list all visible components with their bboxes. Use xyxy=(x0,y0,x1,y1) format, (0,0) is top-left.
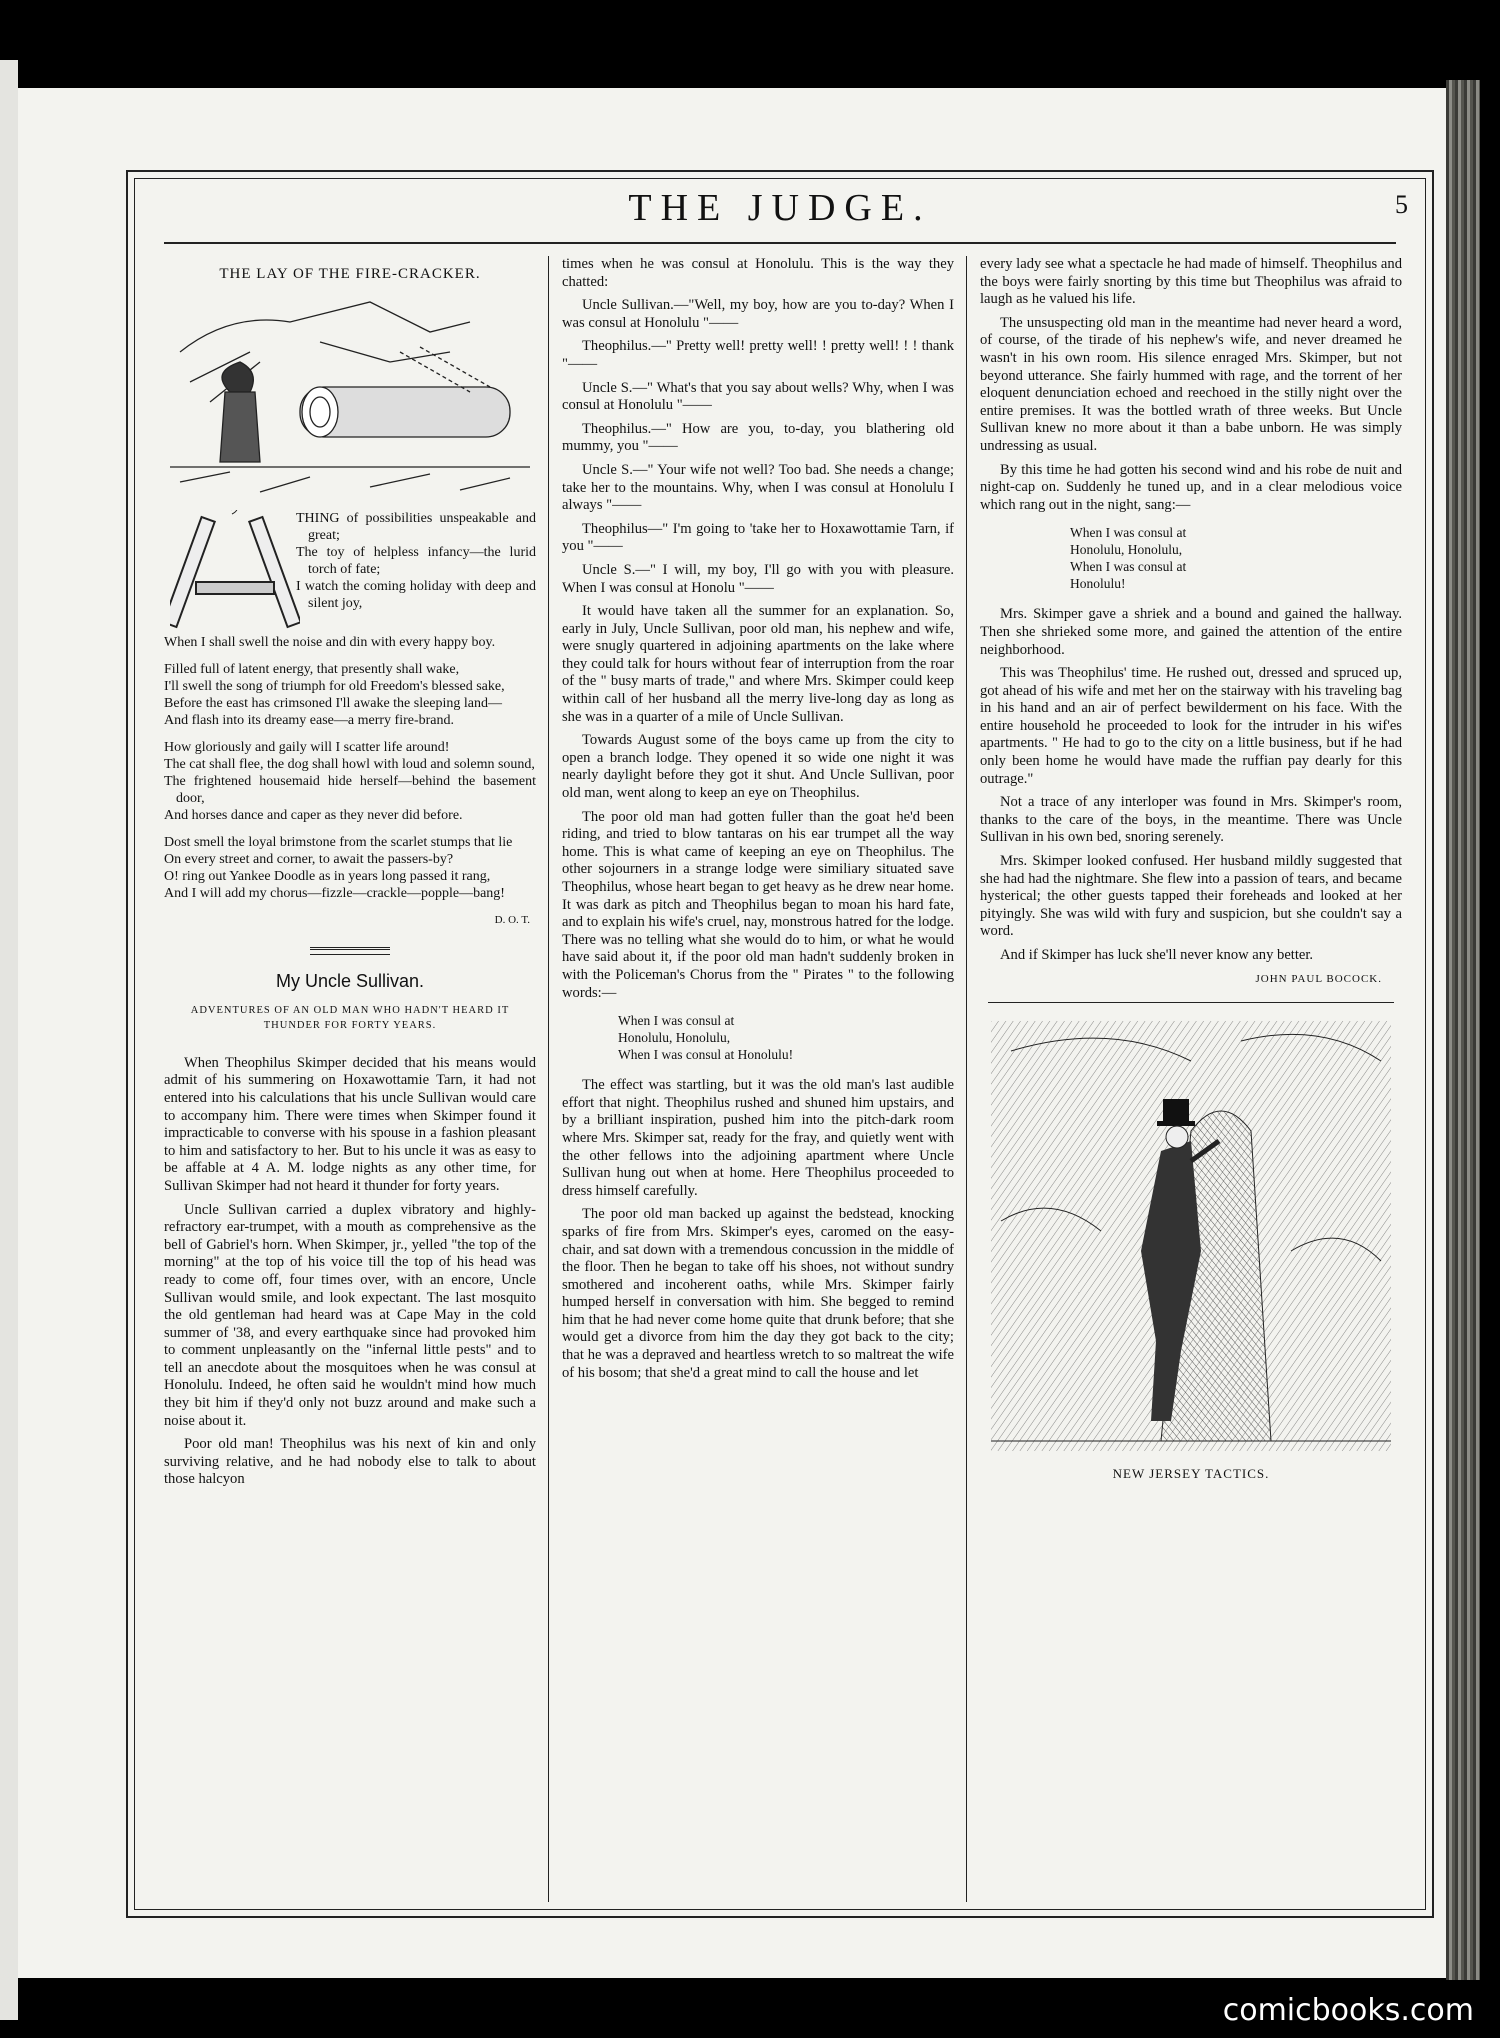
song-line: When I was consul at xyxy=(1070,559,1187,575)
poem-line: On every street and corner, to await the passers-by? xyxy=(164,851,454,867)
column-2 xyxy=(562,256,954,1902)
poem-line: And I will add my chorus—fizzle—crackle—popple—bang! xyxy=(164,885,505,901)
article-paragraph: times when he was consul at Honolulu. This is the way they chatted: xyxy=(562,256,954,290)
poem-line: How gloriously and gaily will I scatter life around! xyxy=(164,739,450,755)
poem-line: And horses dance and caper as they never did before. xyxy=(164,807,463,823)
poem-line: The cat shall flee, the dog shall howl with loud and solemn sound, xyxy=(164,756,535,772)
dialogue-line: Theophilus—" I'm going to 'take her to Hoxawottamie Tarn, if you "—— xyxy=(562,520,954,555)
article-paragraph: Mrs. Skimper looked confused. Her husband mildly suggested that she had had the nightmare. She flew into a passion of tears, and became hysterical; the other guests tapped their foreheads and looked at her pityingly. She was wild with fury and suspicion, but she couldn't say a word. xyxy=(980,853,1402,940)
poem-signature: D. O. T. xyxy=(494,913,530,926)
article-title: My Uncle Sullivan. xyxy=(275,971,425,992)
song-verse xyxy=(980,524,1402,592)
song-line: When I was consul at xyxy=(618,1013,735,1029)
article-byline: JOHN PAUL BOCOCK. xyxy=(1255,972,1382,985)
book-spine xyxy=(1446,80,1480,1980)
song-verse xyxy=(562,1012,954,1063)
article-paragraph: The poor old man had gotten fuller than the goat he'd been riding, and tried to blow tantaras on his ear trumpet all the way home. This is what came of keeping an eye on Theophilus. The other sojourners in a strange lodge were similiary situated save Theophilus, whose heart began to get heavy as he drew near home. It was dark as pitch and Theophilus began to moan his hard fate, and to explain his wife's cruel, nay, monstrous hatred for the lodge. There was no telling what she would do to him, or what he would have said about it, if the poor old man hadn't suddenly broken in with the Policeman's Chorus from the " Pirates " to the following words:— xyxy=(562,808,954,1001)
dialogue-line: Uncle S.—" Your wife not well? Too bad. She needs a change; take her to the mountains. Why, when I was consul at Honolulu I always "—— xyxy=(562,461,954,514)
page-number: 5 xyxy=(1395,190,1408,219)
poem-line: When I shall swell the noise and din with every happy boy. xyxy=(164,634,496,650)
dialogue-line: Uncle S.—" What's that you say about wells? Why, when I was consul at Honolulu "—— xyxy=(562,379,954,414)
article-paragraph: By this time he had gotten his second wind and his robe de nuit and night-cap on. Suddenly he tuned up, and in a clear melodious voice which rang out in the night, sang:— xyxy=(980,461,1402,513)
poem-title: THE LAY OF THE FIRE-CRACKER. xyxy=(219,266,481,282)
poem-line: Dost smell the loyal brimstone from the scarlet stumps that lie xyxy=(164,834,513,850)
poem-line: The toy of helpless infancy—the lurid torch of fate; xyxy=(296,544,536,577)
article-paragraph: The effect was startling, but it was the old man's last audible effort that night. Theophilus rushed and shuned him upstairs, and by a brilliant inspiration, pushed him into the pitch-dark room where Mrs. Skimper sat, ready for the fray, and quietly went with the other fellows into the adjoining apartment where Uncle Sullivan hung out when at home. Here Theophilus proceeded to dress himself carefully. xyxy=(562,1077,954,1199)
firecracker-a-initial xyxy=(170,510,300,630)
article-paragraph: Mrs. Skimper gave a shriek and a bound and gained the hallway. Then she shrieked some more, and gained the attention of the entire neighborhood. xyxy=(980,606,1402,658)
left-page-edge xyxy=(0,60,18,2020)
article-paragraph: And if Skimper has luck she'll never know any better. xyxy=(1000,947,1314,963)
song-line: Honolulu, Honolulu, xyxy=(618,1030,731,1046)
poem-stanza xyxy=(164,834,536,902)
poem-stanza xyxy=(164,661,536,729)
section-divider xyxy=(310,947,390,955)
poem-line: I watch the coming holiday with deep and silent joy, xyxy=(296,578,536,611)
fire-cracker-illustration xyxy=(170,292,530,506)
article-paragraph: When Theophilus Skimper decided that his means would admit of his summering on Hoxawottamie Tarn, it had not entered into his calculations that his uncle Sullivan would care to accompany him. There were times when Skimper found it impracticable to converse with his spouse in a fashion pleasant to him and satisfactory to her. But to his uncle it was as easy to be affable at 4 A. M. lodge nights as any other time, for Sullivan Skimper had not heard it thunder for forty years. xyxy=(164,1054,536,1194)
watermark: comicbooks.com xyxy=(1222,1993,1474,2028)
dialogue-line: Uncle S.—" I will, my boy, I'll go with you with pleasure. When I was consul at Honolu "—— xyxy=(562,561,954,596)
article-paragraph: This was Theophilus' time. He rushed out, dressed and spruced up, got ahead of his wife and met her on the stairway with his traveling bag in his hand and an air of perfect bewilderment on his face. With the entire household he proceeded to look for the intruder in his wif'es apartments. " He had to go to the city on a little business, but if he had only been home he would have made the ruffian pay dearly for this outrage." xyxy=(980,665,1402,787)
song-line: Honolulu, Honolulu, xyxy=(1070,542,1183,558)
article-paragraph: Towards August some of the boys came up from the city to open a branch lodge. They opened it so wide one night it was nearly daylight before they got it shut. And Uncle Sullivan, poor old man, went along to keep an eye on Theophilus. xyxy=(562,732,954,802)
column-1 xyxy=(164,256,536,1902)
poem-stanza xyxy=(164,739,536,824)
dialogue-line: Uncle Sullivan.—"Well, my boy, how are you to-day? When I was consul at Honolulu "—— xyxy=(562,297,954,331)
masthead: THE JUDGE. xyxy=(628,187,932,229)
article-paragraph: Not a trace of any interloper was found in Mrs. Skimper's room, thanks to the care of the boys, in the meantime. There was Uncle Sullivan in his own bed, snoring serenely. xyxy=(980,794,1402,846)
song-line: Honolulu! xyxy=(1070,576,1126,592)
article-paragraph: The poor old man backed up against the bedstead, knocking sparks of fire from Mrs. Skimper's eyes, caromed on the easy-chair, and sat down with a tremendous concussion in the middle of the floor. Then he began to take off his shoes, not without sundry smothered and incoherent oaths, while Mrs. Skimper fairly humped herself in conversation with him. She begged to remind him that he had never come home quite that drunk before; that she would get a divorce from him the day they got back to the city; that he was a depraved and heartless wretch to so maltreat the wife of his bosom; that she'd a great mind to call the house and let xyxy=(562,1206,954,1381)
song-line: When I was consul at Honolulu! xyxy=(618,1047,794,1063)
column-divider xyxy=(966,256,967,1902)
poem-line: O! ring out Yankee Doodle as in years long passed it rang, xyxy=(164,868,491,884)
new-jersey-tactics-cartoon xyxy=(991,1021,1391,1451)
poem-line: And flash into its dreamy ease—a merry fire-brand. xyxy=(164,712,455,728)
song-line: When I was consul at xyxy=(1070,525,1187,541)
article-subtitle: ADVENTURES OF AN OLD MAN WHO HADN'T HEARD IT THUNDER FOR FORTY YEARS. xyxy=(190,1004,510,1031)
cartoon-caption: NEW JERSEY TACTICS. xyxy=(1112,1466,1270,1482)
article-paragraph: every lady see what a spectacle he had made of himself. Theophilus and the boys were fairly snorting by this time but Theophilus was afraid to laugh as he valued his life. xyxy=(980,256,1402,308)
column-divider xyxy=(548,256,549,1902)
dialogue-line: Theophilus.—" How are you, to-day, you blathering old mummy, you "—— xyxy=(562,420,954,455)
article-paragraph: Poor old man! Theophilus was his next of kin and only surviving relative, and he had nobody else to talk to about those halcyon xyxy=(164,1436,536,1488)
poem-line: Filled full of latent energy, that presently shall wake, xyxy=(164,661,460,677)
article-paragraph: Uncle Sullivan carried a duplex vibratory and highly-refractory ear-trumpet, with a mouth as comprehensive as the bell of Gabriel's horn. When Skimper, jr., yelled "the top of the morning" at the top of his voice till the top of his head was ready to come off, four times over, with an encore, Uncle Sullivan would smile, and look expectant. The last mosquito the old gentleman had heard was at Cape May in the cold summer of '38, and every earthquake since had provoked him to comment unpleasantly on the "infernal little pests" and to tell an anecdote about the mosquitoes when he was consul at Honolulu. Indeed, he often said he wouldn't mind how much they bit him if they'd only not buzz around and make such a noise about it. xyxy=(164,1201,536,1429)
section-divider xyxy=(988,1002,1394,1003)
dialogue-line: Theophilus.—" Pretty well! pretty well! ! pretty well! ! ! thank "—— xyxy=(562,338,954,372)
column-3 xyxy=(980,256,1402,1902)
article-paragraph: It would have taken all the summer for an explanation. So, early in July, Uncle Sullivan, poor old man, his nephew and wife, were snugly quartered in adjoining apartments on the lake where they could talk for hours without fear of interruption from the roar of the " busy marts of trade," and where Mrs. Skimper could keep within call of her husband all the merry live-long day as long as she was in a quarter of a mile of Uncle Sullivan. xyxy=(562,603,954,725)
poem-line: Before the east has crimsoned I'll awake the sleeping land— xyxy=(164,695,503,711)
header-rule xyxy=(164,242,1396,244)
poem-line: I'll swell the song of triumph for old Freedom's blessed sake, xyxy=(164,678,505,694)
poem-line: The frightened housemaid hide herself—behind the basement door, xyxy=(164,773,536,806)
article-paragraph: The unsuspecting old man in the meantime had never heard a word, of course, of the tirade of his nephew's wife, and never dreamed he wasn't in his own room. His silence enraged Mrs. Skimper, but not beyond utterance. She fairly hummed with rage, and the torrent of her eloquent denunciation echoed and reechoed in the stilly night over the entire premises. It was the bottled wrath of three weeks. But Uncle Sullivan knew no more about it than a babe unborn. He was simply undressing as usual. xyxy=(980,314,1402,454)
page-frame xyxy=(126,170,1434,1918)
poem-line: THING of possibilities unspeakable and great; xyxy=(296,510,536,543)
